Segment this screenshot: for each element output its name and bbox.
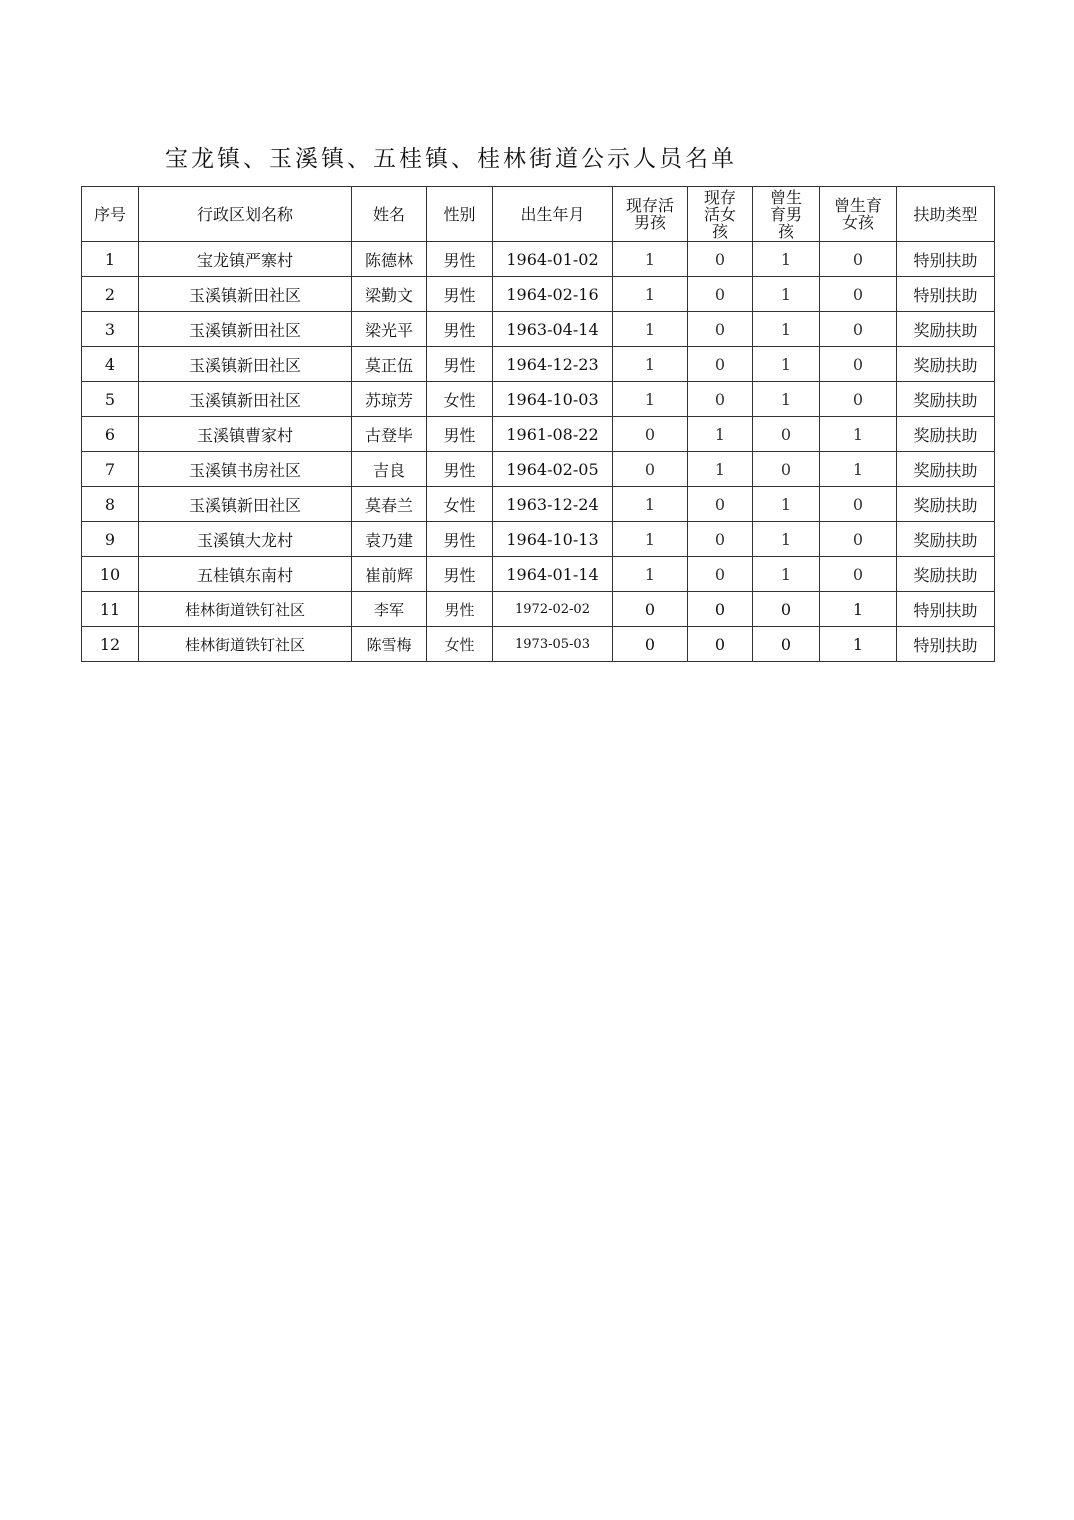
cell-birth: 1973-05-03: [493, 627, 613, 662]
cell-birth: 1964-10-13: [493, 522, 613, 557]
cell-seq: 6: [82, 417, 139, 452]
cell-gender: 男性: [427, 592, 493, 627]
header-born-girls: 曾生育女孩: [820, 187, 897, 242]
cell-living-boys: 0: [613, 452, 688, 487]
cell-living-boys: 1: [613, 522, 688, 557]
cell-seq: 8: [82, 487, 139, 522]
table-row: [82, 627, 995, 662]
cell-born-girls: 0: [820, 347, 897, 382]
cell-born-girls: 1: [820, 417, 897, 452]
table-row: [82, 312, 995, 347]
cell-born-boys: 1: [753, 347, 820, 382]
cell-born-boys: 0: [753, 627, 820, 662]
cell-name: 袁乃建: [352, 522, 427, 557]
cell-born-boys: 0: [753, 417, 820, 452]
table-row: [82, 557, 995, 592]
cell-born-boys: 1: [753, 382, 820, 417]
table-row: [82, 242, 995, 277]
cell-name: 古登毕: [352, 417, 427, 452]
cell-gender: 男性: [427, 557, 493, 592]
cell-birth: 1964-02-05: [493, 452, 613, 487]
cell-region: 宝龙镇严寨村: [139, 242, 352, 277]
cell-born-girls: 0: [820, 557, 897, 592]
roster-table: [81, 186, 995, 662]
header-born-boys: 曾生育男孩: [753, 187, 820, 242]
cell-region: 玉溪镇大龙村: [139, 522, 352, 557]
cell-living-girls: 0: [688, 592, 753, 627]
cell-name: 莫春兰: [352, 487, 427, 522]
cell-living-girls: 0: [688, 277, 753, 312]
cell-birth: 1964-12-23: [493, 347, 613, 382]
cell-aid-type: 奖励扶助: [897, 487, 995, 522]
cell-birth: 1964-01-14: [493, 557, 613, 592]
cell-name: 陈雪梅: [352, 627, 427, 662]
header-seq: 序号: [82, 187, 139, 242]
cell-living-boys: 1: [613, 242, 688, 277]
cell-birth: 1964-02-16: [493, 277, 613, 312]
header-living-boys: 现存活男孩: [613, 187, 688, 242]
cell-born-girls: 1: [820, 627, 897, 662]
cell-seq: 11: [82, 592, 139, 627]
cell-birth: 1964-01-02: [493, 242, 613, 277]
cell-name: 梁勤文: [352, 277, 427, 312]
cell-seq: 1: [82, 242, 139, 277]
cell-name: 梁光平: [352, 312, 427, 347]
cell-region: 玉溪镇新田社区: [139, 487, 352, 522]
cell-aid-type: 奖励扶助: [897, 557, 995, 592]
table-row: [82, 452, 995, 487]
cell-born-girls: 0: [820, 277, 897, 312]
cell-region: 玉溪镇新田社区: [139, 277, 352, 312]
cell-name: 吉良: [352, 452, 427, 487]
cell-born-girls: 0: [820, 382, 897, 417]
cell-seq: 7: [82, 452, 139, 487]
table-row: [82, 382, 995, 417]
cell-region: 桂林街道铁钉社区: [139, 627, 352, 662]
cell-seq: 9: [82, 522, 139, 557]
cell-born-girls: 0: [820, 522, 897, 557]
cell-aid-type: 奖励扶助: [897, 347, 995, 382]
cell-born-boys: 1: [753, 557, 820, 592]
cell-aid-type: 奖励扶助: [897, 417, 995, 452]
cell-born-girls: 0: [820, 312, 897, 347]
cell-born-boys: 1: [753, 277, 820, 312]
cell-aid-type: 特别扶助: [897, 277, 995, 312]
cell-birth: 1964-10-03: [493, 382, 613, 417]
table-header-row: [82, 187, 995, 242]
cell-living-girls: 0: [688, 627, 753, 662]
cell-name: 陈德林: [352, 242, 427, 277]
cell-name: 崔前辉: [352, 557, 427, 592]
cell-living-boys: 0: [613, 417, 688, 452]
cell-living-boys: 1: [613, 487, 688, 522]
cell-gender: 女性: [427, 627, 493, 662]
cell-name: 苏琼芳: [352, 382, 427, 417]
cell-birth: 1972-02-02: [493, 592, 613, 627]
cell-born-boys: 0: [753, 592, 820, 627]
header-name: 姓名: [352, 187, 427, 242]
cell-born-girls: 0: [820, 487, 897, 522]
header-region: 行政区划名称: [139, 187, 352, 242]
cell-living-girls: 0: [688, 242, 753, 277]
cell-name: 莫正伍: [352, 347, 427, 382]
cell-born-boys: 1: [753, 487, 820, 522]
cell-birth: 1963-12-24: [493, 487, 613, 522]
cell-gender: 男性: [427, 452, 493, 487]
cell-seq: 5: [82, 382, 139, 417]
cell-living-boys: 1: [613, 277, 688, 312]
cell-aid-type: 奖励扶助: [897, 522, 995, 557]
table-row: [82, 487, 995, 522]
cell-gender: 男性: [427, 277, 493, 312]
cell-aid-type: 特别扶助: [897, 592, 995, 627]
cell-born-boys: 1: [753, 522, 820, 557]
cell-region: 玉溪镇新田社区: [139, 312, 352, 347]
cell-living-girls: 1: [688, 417, 753, 452]
cell-born-girls: 1: [820, 452, 897, 487]
cell-seq: 12: [82, 627, 139, 662]
cell-birth: 1961-08-22: [493, 417, 613, 452]
cell-born-boys: 1: [753, 312, 820, 347]
cell-aid-type: 特别扶助: [897, 242, 995, 277]
cell-living-girls: 0: [688, 382, 753, 417]
table-row: [82, 522, 995, 557]
cell-living-boys: 1: [613, 312, 688, 347]
cell-region: 五桂镇东南村: [139, 557, 352, 592]
cell-gender: 女性: [427, 382, 493, 417]
cell-seq: 10: [82, 557, 139, 592]
cell-born-girls: 0: [820, 242, 897, 277]
cell-gender: 男性: [427, 522, 493, 557]
cell-region: 玉溪镇新田社区: [139, 382, 352, 417]
header-birth: 出生年月: [493, 187, 613, 242]
cell-living-girls: 0: [688, 557, 753, 592]
table-row: [82, 347, 995, 382]
cell-aid-type: 奖励扶助: [897, 312, 995, 347]
table-row: [82, 277, 995, 312]
cell-region: 桂林街道铁钉社区: [139, 592, 352, 627]
cell-living-girls: 0: [688, 347, 753, 382]
cell-region: 玉溪镇新田社区: [139, 347, 352, 382]
cell-region: 玉溪镇曹家村: [139, 417, 352, 452]
cell-born-boys: 0: [753, 452, 820, 487]
cell-born-girls: 1: [820, 592, 897, 627]
cell-seq: 2: [82, 277, 139, 312]
cell-aid-type: 奖励扶助: [897, 382, 995, 417]
cell-living-boys: 0: [613, 592, 688, 627]
cell-region: 玉溪镇书房社区: [139, 452, 352, 487]
cell-living-girls: 0: [688, 487, 753, 522]
table-row: [82, 417, 995, 452]
cell-gender: 男性: [427, 242, 493, 277]
cell-aid-type: 奖励扶助: [897, 452, 995, 487]
cell-gender: 男性: [427, 312, 493, 347]
cell-living-boys: 1: [613, 382, 688, 417]
cell-living-boys: 1: [613, 347, 688, 382]
header-aid-type: 扶助类型: [897, 187, 995, 242]
header-living-girls: 现存活女孩: [688, 187, 753, 242]
cell-birth: 1963-04-14: [493, 312, 613, 347]
cell-gender: 女性: [427, 487, 493, 522]
cell-living-girls: 0: [688, 312, 753, 347]
cell-name: 李军: [352, 592, 427, 627]
cell-gender: 男性: [427, 347, 493, 382]
table-row: [82, 592, 995, 627]
cell-living-girls: 1: [688, 452, 753, 487]
cell-gender: 男性: [427, 417, 493, 452]
cell-living-girls: 0: [688, 522, 753, 557]
document-title: 宝龙镇、玉溪镇、五桂镇、桂林街道公示人员名单: [165, 146, 737, 172]
header-gender: 性别: [427, 187, 493, 242]
cell-living-boys: 0: [613, 627, 688, 662]
cell-living-boys: 1: [613, 557, 688, 592]
cell-seq: 3: [82, 312, 139, 347]
cell-born-boys: 1: [753, 242, 820, 277]
cell-seq: 4: [82, 347, 139, 382]
cell-aid-type: 特别扶助: [897, 627, 995, 662]
